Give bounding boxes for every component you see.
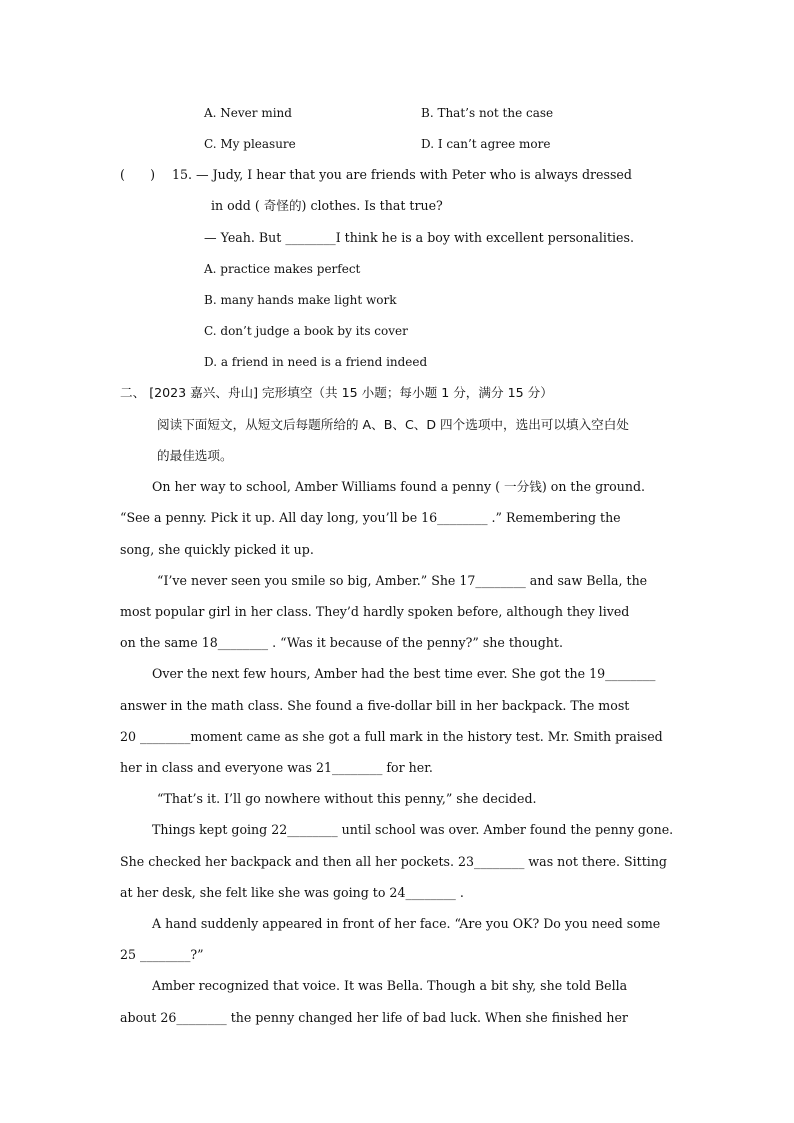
q14-option-b: B. That’s not the case [421,106,554,120]
passage-line: answer in the math class. She found a five-dollar bill in her backpack. The most [120,698,630,713]
passage-line: most popular girl in her class. They’d hardly spoken before, although they lived [120,604,630,619]
passage-line: 25 ________?” [120,947,204,962]
passage-line: about 26________ the penny changed her life of bad luck. When she finished her [120,1010,628,1025]
answer-paren: ( ) [120,167,156,182]
passage-line: her in class and everyone was 21________ for her. [120,760,433,775]
q14-option-a: A. Never mind [204,106,292,120]
passage-line: Over the next few hours, Amber had the best time ever. She got the 19________ [152,666,656,681]
instruction-line-2: 的最佳选项。 [157,448,233,463]
q14-option-c: C. My pleasure [204,137,296,151]
q15-stem-line-1: 15. — Judy, I hear that you are friends with Peter who is always dressed [172,167,632,182]
q15-stem-line-2: in odd ( 奇怪的) clothes. Is that true? [211,198,443,213]
passage-line: Things kept going 22________ until school was over. Amber found the penny gone. [152,822,674,837]
q15-option-a: A. practice makes perfect [204,262,361,276]
passage-line: on the same 18________ . “Was it because of the penny?” she thought. [120,635,563,650]
passage-line: 20 ________moment came as she got a full mark in the history test. Mr. Smith praised [120,729,663,744]
q15-option-b: B. many hands make light work [204,293,397,307]
passage-line: Amber recognized that voice. It was Bella. Though a bit shy, she told Bella [152,978,628,993]
instruction-line-1: 阅读下面短文，从短文后每题所给的 A、B、C、D 四个选项中，选出可以填入空白处 [157,417,629,432]
q14-option-d: D. I can’t agree more [421,137,551,151]
q15-stem-line-3: — Yeah. But ________I think he is a boy with excellent personalities. [204,230,634,245]
passage-line: song, she quickly picked it up. [120,542,314,557]
section-heading: 二、 [2023 嘉兴、舟山] 完形填空（共 15 小题；每小题 1 分，满分 15 分） [120,385,553,400]
q15-option-d: D. a friend in need is a friend indeed [204,355,428,369]
q15-option-c: C. don’t judge a book by its cover [204,324,408,338]
passage-line: “That’s it. I’ll go nowhere without this penny,” she decided. [157,791,537,806]
passage-line: She checked her backpack and then all her pockets. 23________ was not there. Sitting [120,854,667,869]
passage-line: A hand suddenly appeared in front of her face. “Are you OK? Do you need some [152,916,661,931]
passage-line: On her way to school, Amber Williams found a penny ( 一分钱) on the ground. [152,479,646,494]
passage-line: at her desk, she felt like she was going to 24________ . [120,885,464,900]
passage-line: “See a penny. Pick it up. All day long, you’ll be 16________ .” Remembering the [120,510,621,525]
passage-line: “I’ve never seen you smile so big, Amber.” She 17________ and saw Bella, the [157,573,648,588]
